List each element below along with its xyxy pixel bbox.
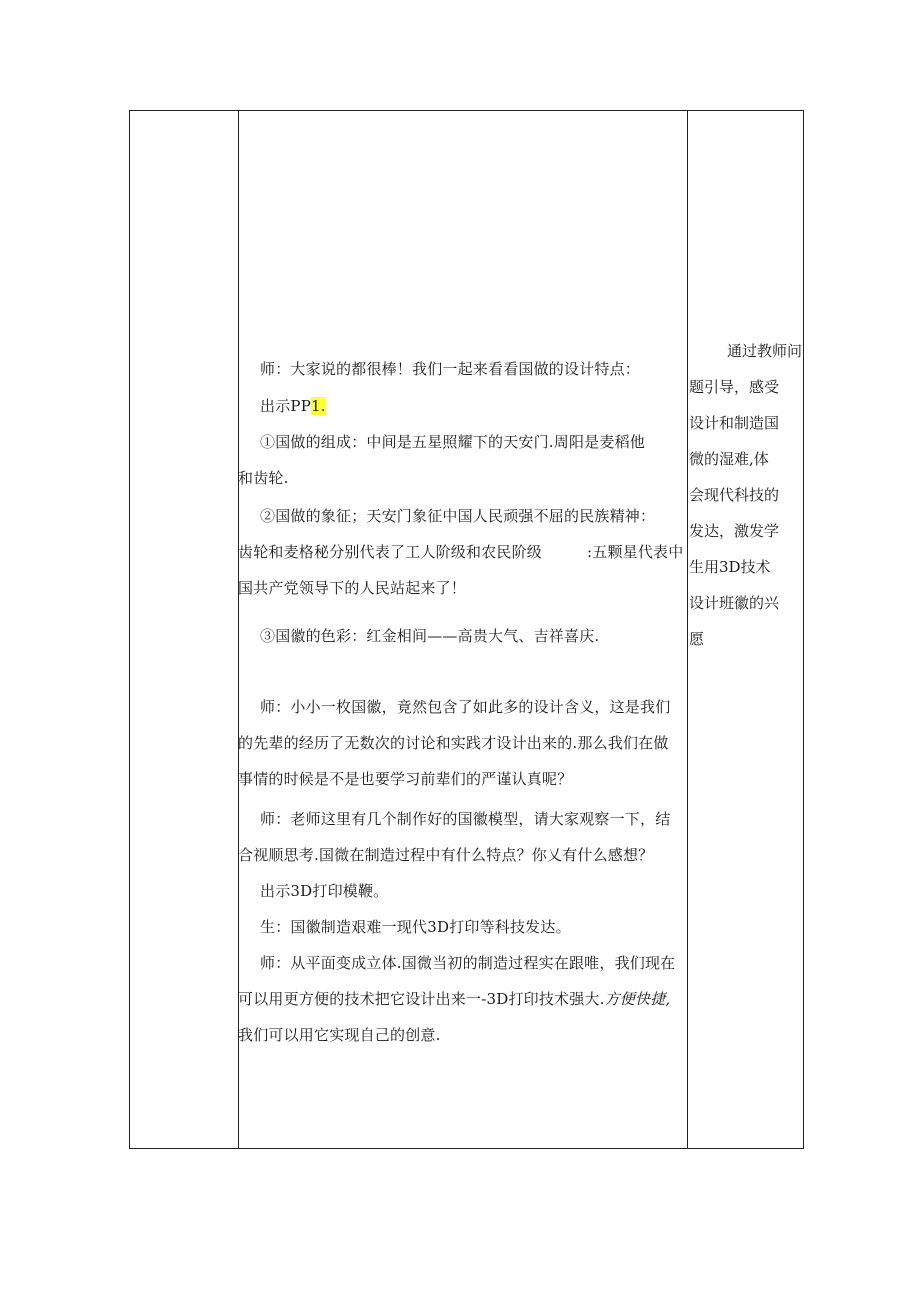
paragraph: 出示PP1. xyxy=(260,397,326,415)
highlighted-text: 1. xyxy=(311,397,326,415)
intent-line: 设计和制造国 xyxy=(689,414,780,432)
intent-line: 愿 xyxy=(689,630,705,648)
paragraph: 师：大家说的都很棒！我们一起来看看国做的设计特点： xyxy=(260,360,641,378)
paragraph-continuation: 可以用更方便的技术把它设计出来一-3D打印技术强大.方便快捷, xyxy=(238,990,671,1008)
paragraph-continuation: 合视顺思考.国微在制造过程中有什么特点？你乂有什么感想？ xyxy=(238,846,654,864)
paragraph-continuation: 的先辈的经历了无数次的讨论和实践才设计出来的.那么我们在做 xyxy=(238,734,669,752)
lesson-table xyxy=(129,110,804,1149)
paragraph: ③国徽的色彩：红金相间——高贵大气、吉祥喜庆. xyxy=(260,627,600,645)
intent-line: 会现代科技的 xyxy=(689,486,780,504)
paragraph: 师：从平面变成立体.国微当初的制造过程实在跟唯，我们现在 xyxy=(260,954,676,972)
paragraph-continuation: :五颗星代表中 xyxy=(587,543,684,561)
design-intent-cell xyxy=(687,111,804,1148)
paragraph: ②国做的象征；天安门象征中国人民顽强不屈的民族精神： xyxy=(260,507,656,525)
intent-line: 设计班徽的兴 xyxy=(689,594,780,612)
intent-line: 题引导，感受 xyxy=(689,378,780,396)
intent-line: 通过教师问 xyxy=(727,342,803,360)
paragraph-continuation: 和齿轮. xyxy=(238,469,289,487)
paragraph: 出示3D打印模鞭。 xyxy=(260,882,389,900)
paragraph: 师：小小一枚国徽，竟然包含了如此多的设计含义，这是我们 xyxy=(260,698,671,716)
intent-line: 发达，激发学 xyxy=(689,522,780,540)
paragraph-continuation: 国共产党领导下的人民站起来了！ xyxy=(238,579,467,597)
intent-line: 生用3D技术 xyxy=(689,558,771,576)
paragraph: ①国做的组成：中间是五星照耀下的天安门.周阳是麦稻他 xyxy=(260,433,645,451)
paragraph: 师：老师这里有几个制作好的国徽模型，请大家观察一下，结 xyxy=(260,810,671,828)
teaching-process-cell xyxy=(238,111,687,1148)
intent-line: 微的湿难,体 xyxy=(689,450,769,468)
paragraph: 生：国徽制造艰难一现代3D打印等科技发达。 xyxy=(260,918,571,936)
left-cell-empty xyxy=(130,111,238,1148)
paragraph-continuation: 我们可以用它实现自己的创意. xyxy=(238,1026,441,1044)
paragraph-continuation: 齿轮和麦格秘分别代表了工人阶级和农民阶级 xyxy=(238,543,543,561)
paragraph-continuation: 事情的时候是不是也要学习前辈们的严谨认真呢？ xyxy=(238,770,573,788)
italic-text: 方便快捷, xyxy=(604,990,671,1008)
